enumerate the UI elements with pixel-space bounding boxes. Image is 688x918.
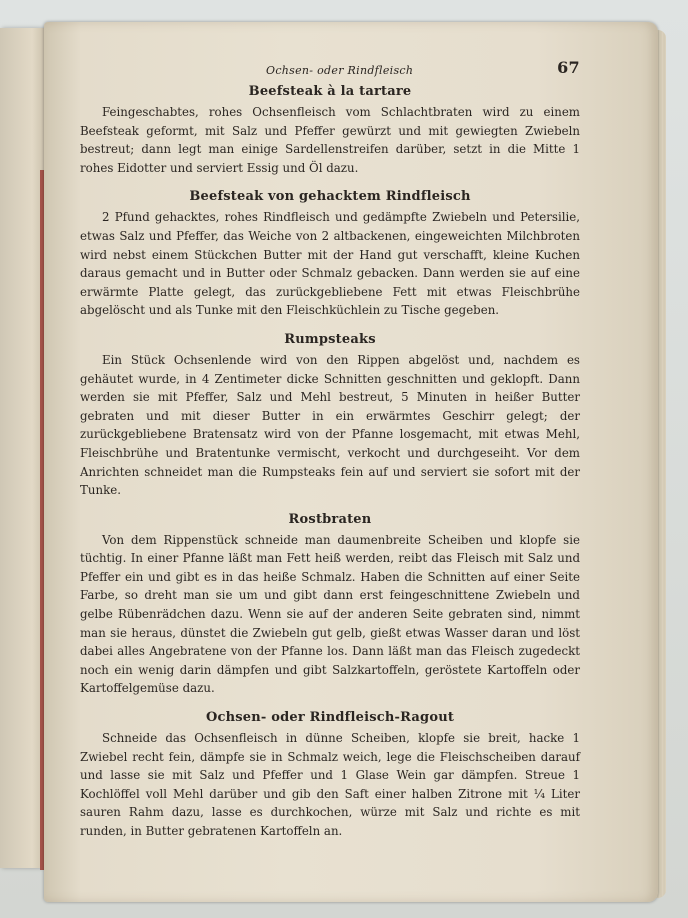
recipe-text: 2 Pfund gehacktes, rohes Rindfleisch und gedämpfte Zwiebeln und Petersilie, etwas Salz und Pfeffer, das Weiche von 2 altbackenen, eingeweichten Milchbroten wird nebst einem Stückchen Butter mit der Hand gut verschafft, kleine Kuchen daraus gemacht und in Butter oder Schmalz gebacken. Dann werden sie auf eine erwärmte Platte gelegt, das zurückgebliebene Fett mit etwas Fleischbrühe abgelöscht und als Tunke mit den Fleischküchlein zu Tische gegeben. bbox=[80, 210, 580, 318]
running-title: Ochsen- oder Rindfleisch bbox=[266, 64, 414, 77]
recipe-section bbox=[80, 512, 580, 698]
recipe-section bbox=[80, 332, 580, 500]
recipe-section bbox=[80, 189, 580, 320]
recipe-text: Schneide das Ochsenfleisch in dünne Scheiben, klopfe sie breit, hacke 1 Zwiebel recht fein, dämpfe sie in Schmalz weich, lege die Fleischscheiben darauf und lasse sie mit Salz und Pfeffer und 1 Glase Wein gar dämpfen. Streue 1 Kochlöffel voll Mehl darüber und gib den Saft einer halben Zitrone mit ¼ Liter sauren Rahm dazu, lasse es durchkochen, würze mit Salz und richte es mit runden, in Butter gebratenen Kartoffeln an. bbox=[80, 731, 580, 838]
recipe-title: Beefsteak von gehacktem Rindfleisch bbox=[189, 189, 471, 205]
recipe-text: Ein Stück Ochsenlende wird von den Rippen abgelöst und, nachdem es gehäutet wurde, in 4 Zentimeter dicke Schnitten geschnitten und geklopft. Dann werden sie mit Pfeffer, Salz und Mehl bestreut, 5 Minuten in heißer Butter gebraten und mit dieser Butter in ein erwärmtes Geschirr gelegt; der zurückgebliebene Bratensatz wird von der Pfanne losgemacht, mit etwas Mehl, Fleischbrühe und Bratentunke vermischt, verkocht und durchgeseiht. Vor dem Anrichten schneidet man die Rumpsteaks fein auf und serviert sie sofort mit der Tunke. bbox=[80, 352, 580, 498]
recipe-title: Beefsteak à la tartare bbox=[248, 84, 412, 99]
page-number: 67 bbox=[557, 58, 580, 77]
running-header bbox=[80, 58, 580, 84]
recipe-section bbox=[80, 84, 580, 177]
recipe-title: Ochsen- oder Rindfleisch-Ragout bbox=[205, 710, 455, 726]
recipe-section bbox=[80, 710, 580, 841]
recipe-title: Rumpsteaks bbox=[284, 331, 376, 347]
recipe-text: Feingeschabtes, rohes Ochsenfleisch vom Schlachtbraten wird zu einem Beefsteak geformt, mit Salz und Pfeffer gewürzt und mit gewiegten Zwiebeln bestreut; dann legt man einige Sardellenstreifen darüber, setzt in die Mitte 1 rohes Eidotter und serviert Essig und Öl dazu. bbox=[80, 105, 580, 175]
page-content bbox=[80, 58, 580, 853]
recipe-text: Von dem Rippenstück schneide man daumenbreite Scheiben und klopfe sie tüchtig. In einer Pfanne läßt man Fett heiß werden, reibt das Fleisch mit Salz und Pfeffer ein und gibt es in das heiße Schmalz. Haben die Schnitten auf einer Seite Farbe, so dreht man sie um und gibt dann erst feingeschnittene Zwiebeln und gelbe Rübenrädchen dazu. Wenn sie auf der anderen Seite gebraten sind, nimmt man sie heraus, dünstet die Zwiebeln gut gelb, gießt etwas Wasser daran und löst dabei alles Angebratene von der Pfanne los. Dann läßt man das Fleisch zugedeckt noch ein wenig darin dämpfen und gibt Salzkartoffeln, geröstete Kartoffeln oder Kartoffelgemüse dazu. bbox=[80, 532, 580, 696]
recipe-title: Rostbraten bbox=[288, 511, 372, 527]
